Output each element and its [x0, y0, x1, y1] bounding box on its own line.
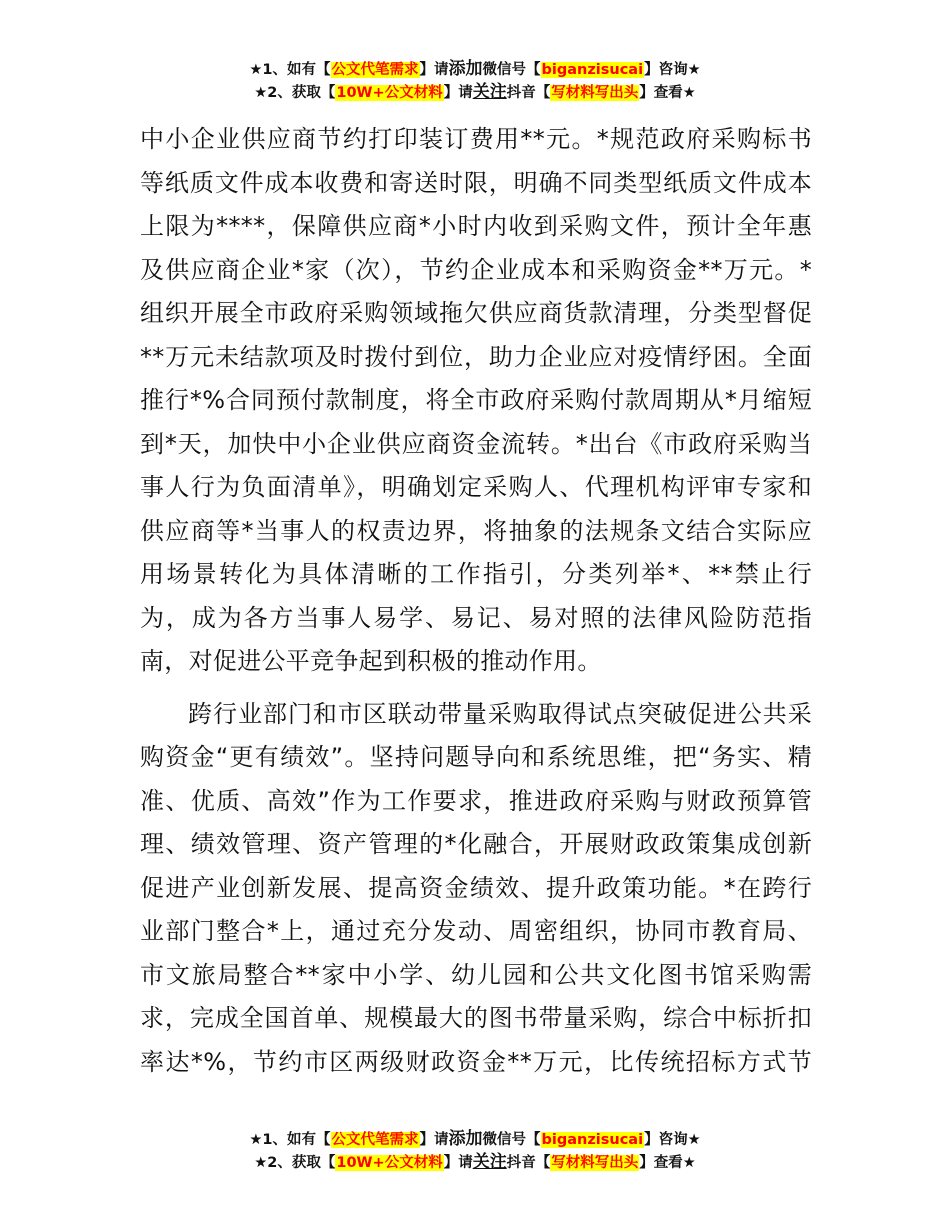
text-line: 购资金“更有绩效”。坚持问题导向和系统思维，把“务实、精	[140, 743, 812, 771]
highlight-materials: 10W+公文材料	[336, 85, 443, 101]
banner-line-1	[0, 58, 950, 81]
highlight-wechat-id: biganzisucai	[541, 62, 644, 78]
text-line: 等纸质文件成本收费和寄送时限，明确不同类型纸质文件成本	[140, 168, 812, 197]
banner-line-1	[0, 1128, 950, 1151]
text-line: 推行*%合同预付款制度，将全市政府采购付款周期从*月缩短	[140, 386, 812, 414]
banner-text: ★1、如有【	[249, 62, 331, 78]
banner-text: 】查看★	[639, 1155, 696, 1171]
text-line: 率达*%，节约市区两级财政资金**万元，比传统招标方式节	[140, 1047, 812, 1076]
banner-line-2	[0, 81, 950, 104]
text-line: 市文旅局整合**家中小学、幼儿园和公共文化图书馆采购需	[140, 960, 812, 989]
banner-text: 】请	[443, 85, 473, 101]
text-line: 为，成为各方当事人易学、易记、易对照的法律风险防范指	[140, 603, 812, 632]
banner-text: ★2、获取【	[254, 1155, 336, 1171]
text-line: 组织开展全市政府采购领域拖欠供应商货款清理，分类型督促	[140, 299, 812, 327]
text-line: 及供应商企业*家（次），节约企业成本和采购资金**万元。*	[140, 255, 812, 284]
banner-text: ★2、获取【	[254, 85, 336, 101]
paragraph-1	[140, 118, 812, 684]
highlight-douyin-id: 写材料写出头	[551, 85, 639, 101]
text-line: 求，完成全国首单、规模最大的图书带量采购，综合中标折扣	[140, 1004, 812, 1032]
text-line: **万元未结款项及时拨付到位，助力企业应对疫情纾困。全面	[140, 342, 812, 371]
text-line: 促进产业创新发展、提高资金绩效、提升政策功能。*在跨行	[140, 873, 812, 902]
banner-emphasis: 添加	[448, 59, 483, 79]
text-line: 跨行业部门和市区联动带量采购取得试点突破促进公共采	[188, 699, 812, 728]
banner-line-2	[0, 1151, 950, 1174]
banner-text: 】请	[443, 1155, 473, 1171]
text-line: 南，对促进公平竞争起到积极的推动作用。	[140, 647, 602, 675]
header-banner	[0, 58, 950, 104]
text-line: 用场景转化为具体清晰的工作指引，分类列举*、**禁止行	[140, 560, 812, 588]
text-line: 业部门整合*上，通过充分发动、周密组织，协同市教育局、	[140, 917, 812, 945]
banner-text: 】请	[419, 62, 449, 78]
paragraph-2	[140, 693, 812, 1085]
banner-text: 微信号【	[482, 1132, 541, 1148]
text-line: 中小企业供应商节约打印装订费用**元。*规范政府采购标书	[140, 125, 812, 153]
highlight-service: 公文代笔需求	[331, 62, 419, 78]
banner-text: 抖音【	[506, 1155, 551, 1171]
banner-text: 】咨询★	[644, 1132, 701, 1148]
banner-text: 抖音【	[506, 85, 551, 101]
highlight-wechat-id: biganzisucai	[541, 1132, 644, 1148]
banner-text: 】请	[419, 1132, 449, 1148]
banner-emphasis: 关注	[472, 82, 507, 102]
highlight-douyin-id: 写材料写出头	[551, 1155, 639, 1171]
document-body	[140, 118, 812, 1084]
highlight-service: 公文代笔需求	[331, 1132, 419, 1148]
footer-banner	[0, 1128, 950, 1174]
text-line: 到*天，加快中小企业供应商资金流转。*出台《市政府采购当	[140, 429, 812, 458]
text-line: 准、优质、高效”作为工作要求，推进政府采购与财政预算管	[140, 786, 813, 815]
highlight-materials: 10W+公文材料	[336, 1155, 443, 1171]
banner-emphasis: 添加	[448, 1129, 483, 1149]
banner-emphasis: 关注	[472, 1152, 507, 1172]
banner-text: ★1、如有【	[249, 1132, 331, 1148]
text-line: 上限为****，保障供应商*小时内收到采购文件，预计全年惠	[140, 212, 812, 240]
banner-text: 】咨询★	[644, 62, 701, 78]
text-line: 理、绩效管理、资产管理的*化融合，开展财政政策集成创新	[140, 830, 812, 858]
banner-text: 】查看★	[639, 85, 696, 101]
text-line: 供应商等*当事人的权责边界，将抽象的法规条文结合实际应	[140, 516, 812, 545]
banner-text: 微信号【	[482, 62, 541, 78]
text-line: 事人行为负面清单》，明确划定采购人、代理机构评审专家和	[140, 473, 812, 501]
